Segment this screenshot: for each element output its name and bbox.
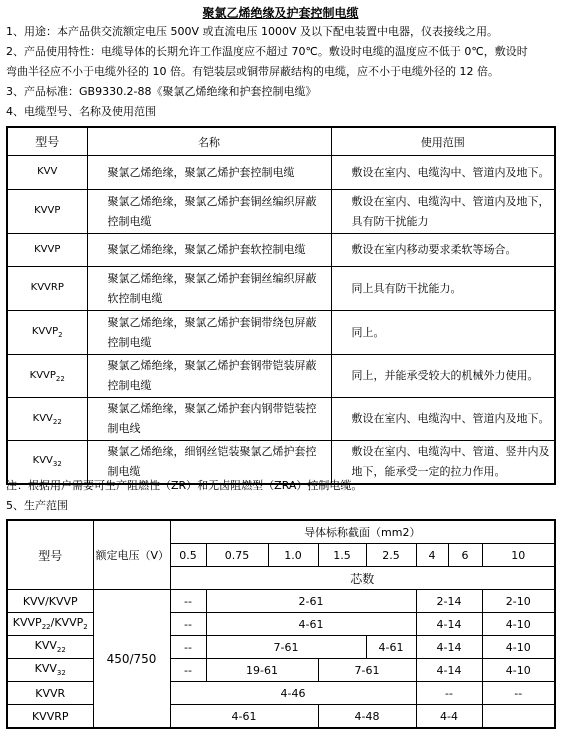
header-cores: 芯数 xyxy=(170,567,555,590)
name-cell: 聚氯乙烯绝缘，聚氯乙烯护套钢带铠装屏蔽控制电缆 xyxy=(87,355,331,398)
usage-cell: 敷设在室内、电缆沟中、管道内及地下。 xyxy=(331,156,555,190)
section5-heading: 5、生产范围 xyxy=(6,499,68,512)
cores-cell: 4-10 xyxy=(482,613,555,636)
cores-cell: 4-61 xyxy=(366,636,416,659)
table-row xyxy=(7,190,555,234)
name-cell: 聚氯乙烯绝缘，聚氯乙烯护套铜丝编织屏蔽软控制电缆 xyxy=(87,267,331,311)
model-cell: KVVRP xyxy=(7,267,87,311)
table-row xyxy=(7,355,555,398)
usage-cell: 敷设在室内、电缆沟中、管道内及地下。 xyxy=(331,398,555,441)
name-cell: 聚氯乙烯绝缘，聚氯乙烯护套铜带绕包屏蔽控制电缆 xyxy=(87,311,331,355)
usage-cell: 敷设在室内移动要求柔软等场合。 xyxy=(331,234,555,267)
model-cell: KVVP xyxy=(7,190,87,234)
voltage-cell: 450/750 xyxy=(93,590,170,729)
model-cell: $KVV_{22}$ xyxy=(7,636,93,659)
model-cell: $KVV_{32}$ xyxy=(7,659,93,682)
model-cell: KVVRP xyxy=(7,705,93,729)
document-title: 聚氯乙烯绝缘及护套控制电缆 xyxy=(202,6,359,20)
model-cell: $KVV_{32}$ xyxy=(7,441,87,484)
cores-cell: 4-46 xyxy=(170,682,416,705)
size-cell: 6 xyxy=(448,544,482,567)
cores-cell: 4-61 xyxy=(206,613,416,636)
usage-paragraph: 1、用途：本产品供交流额定电压 500V 或直流电压 1000V 及以下配电装置中电器，仪表接线之用。 xyxy=(6,25,499,38)
model-cell: KVV xyxy=(7,156,87,190)
production-range-table xyxy=(6,519,556,729)
model-cell: KVVR xyxy=(7,682,93,705)
cores-cell: 2-14 xyxy=(416,590,482,613)
model-cell: $KVV_{22}$ xyxy=(7,398,87,441)
cores-cell: 4-10 xyxy=(482,659,555,682)
table-row xyxy=(7,636,555,659)
cores-cell: 4-14 xyxy=(416,636,482,659)
cores-cell: -- xyxy=(170,613,206,636)
characteristics-paragraph: 2、产品使用特性：电缆导体的长期允许工作温度应不超过 70℃。敷设时电缆的温度应不低于 0℃，敷设时 xyxy=(6,45,528,58)
cores-cell: 4-10 xyxy=(482,636,555,659)
name-cell: 聚氯乙烯绝缘，聚氯乙烯护套软控制电缆 xyxy=(87,234,331,267)
cores-cell: 4-14 xyxy=(416,613,482,636)
table-row xyxy=(7,682,555,705)
table-row xyxy=(7,705,555,729)
header-usage: 使用范围 xyxy=(331,127,555,156)
model-cell: $KVVP_{22}$ xyxy=(7,355,87,398)
name-cell: 聚氯乙烯绝缘，聚氯乙烯护套控制电缆 xyxy=(87,156,331,190)
cores-cell xyxy=(482,705,555,729)
header-name: 名称 xyxy=(87,127,331,156)
cores-cell: 7-61 xyxy=(206,636,366,659)
size-cell: 4 xyxy=(416,544,448,567)
characteristics-paragraph-cont: 弯曲半径应不小于电缆外径的 10 倍。有铠装层或铜带屏蔽结构的电缆，应不小于电缆外径的 12 倍。 xyxy=(6,65,499,78)
header-section: 导体标称截面（mm2） xyxy=(170,520,555,544)
usage-cell: 同上。 xyxy=(331,311,555,355)
size-cell: 0.75 xyxy=(206,544,268,567)
table-row xyxy=(7,590,555,613)
cores-cell: 4-4 xyxy=(416,705,482,729)
table-row xyxy=(7,311,555,355)
table-row xyxy=(7,267,555,311)
size-cell: 2.5 xyxy=(366,544,416,567)
cores-cell: -- xyxy=(170,636,206,659)
size-cell: 1.0 xyxy=(268,544,318,567)
header-voltage: 额定电压（V） xyxy=(93,520,170,590)
cores-cell: 19-61 xyxy=(206,659,318,682)
usage-cell: 同上具有防干扰能力。 xyxy=(331,267,555,311)
size-cell: 1.5 xyxy=(318,544,366,567)
cores-cell: 4-48 xyxy=(318,705,416,729)
table-row xyxy=(7,234,555,267)
header-model: 型号 xyxy=(7,127,87,156)
usage-cell: 敷设在室内、电缆沟中、管道内及地下，具有防干扰能力 xyxy=(331,190,555,234)
model-cell: KVVP xyxy=(7,234,87,267)
cores-cell: 2-10 xyxy=(482,590,555,613)
name-cell: 聚氯乙烯绝缘，聚氯乙烯护套内钢带铠装控制电线 xyxy=(87,398,331,441)
header-model: 型号 xyxy=(7,520,93,590)
cores-cell: -- xyxy=(170,590,206,613)
usage-cell: 同上，并能承受较大的机械外力使用。 xyxy=(331,355,555,398)
cores-cell: -- xyxy=(170,659,206,682)
cores-cell: -- xyxy=(416,682,482,705)
cable-type-table xyxy=(6,126,556,485)
usage-cell: 敷设在室内、电缆沟中、管道、竖井内及地下，能承受一定的拉力作用。 xyxy=(331,441,555,484)
note-text: 注：根据用户需要可生产阻燃性（ZR）和无卤阻燃型（ZRA）控制电缆。 xyxy=(6,479,363,492)
cores-cell: 7-61 xyxy=(318,659,416,682)
cores-cell: 2-61 xyxy=(206,590,416,613)
table-row xyxy=(7,659,555,682)
size-cell: 0.5 xyxy=(170,544,206,567)
cores-cell: 4-61 xyxy=(170,705,318,729)
model-cell: $KVVP_2$ xyxy=(7,311,87,355)
name-cell: 聚氯乙烯绝缘，聚氯乙烯护套铜丝编织屏蔽控制电缆 xyxy=(87,190,331,234)
size-cell: 10 xyxy=(482,544,555,567)
table-row xyxy=(7,613,555,636)
cores-cell: 4-14 xyxy=(416,659,482,682)
model-cell: $KVVP_{22}/KVVP_2$ xyxy=(7,613,93,636)
table-row xyxy=(7,156,555,190)
model-cell: KVV/KVVP xyxy=(7,590,93,613)
table-row xyxy=(7,398,555,441)
name-cell: 聚氯乙烯绝缘，细钢丝铠装聚氯乙烯护套控制电缆 xyxy=(87,441,331,484)
cores-cell: -- xyxy=(482,682,555,705)
standard-paragraph: 3、产品标准：GB9330.2-88《聚氯乙烯绝缘和护套控制电缆》 xyxy=(6,85,317,98)
section4-heading: 4、电缆型号、名称及使用范围 xyxy=(6,105,156,118)
